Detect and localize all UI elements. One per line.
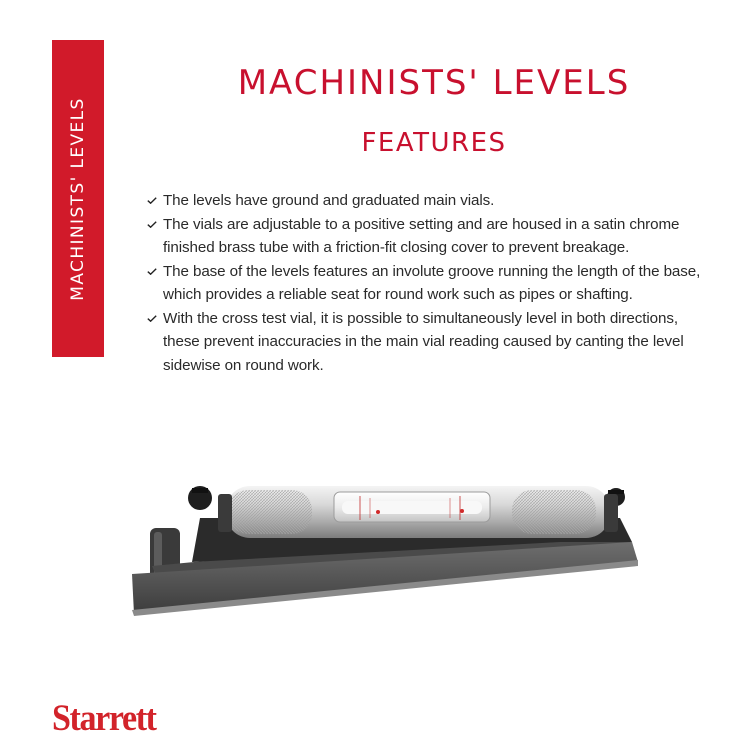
feature-text: With the cross test vial, it is possible to simultaneously level in both directions, these prevent inaccuracies in the main vial reading caused by canting the level sidewise on round work. — [163, 309, 684, 374]
checkmark-icon — [147, 221, 157, 228]
feature-text: The vials are adjustable to a positive setting and are housed in a satin chrome finished brass tube with a friction-fit closing cover to prevent breakage. — [163, 215, 680, 256]
checkmark-icon — [147, 268, 157, 275]
feature-item — [144, 213, 714, 260]
feature-list — [144, 189, 714, 377]
feature-item — [144, 260, 714, 307]
machinists-level-image — [120, 470, 650, 630]
feature-text: The levels have ground and graduated main vials. — [163, 192, 495, 209]
starrett-logo: Starrett — [52, 698, 156, 739]
side-band-label: MACHINISTS' LEVELS — [68, 96, 88, 301]
side-band — [52, 40, 104, 357]
feature-item — [144, 307, 714, 378]
page-title: MACHINISTS' LEVELS — [237, 63, 631, 103]
feature-text: The base of the levels features an involute groove running the length of the base, which provides a reliable seat for round work such as pipes or shafting. — [163, 262, 701, 303]
feature-item — [144, 189, 714, 213]
checkmark-icon — [147, 315, 157, 322]
checkmark-icon — [147, 197, 157, 204]
page-subtitle: FEATURES — [361, 128, 507, 158]
